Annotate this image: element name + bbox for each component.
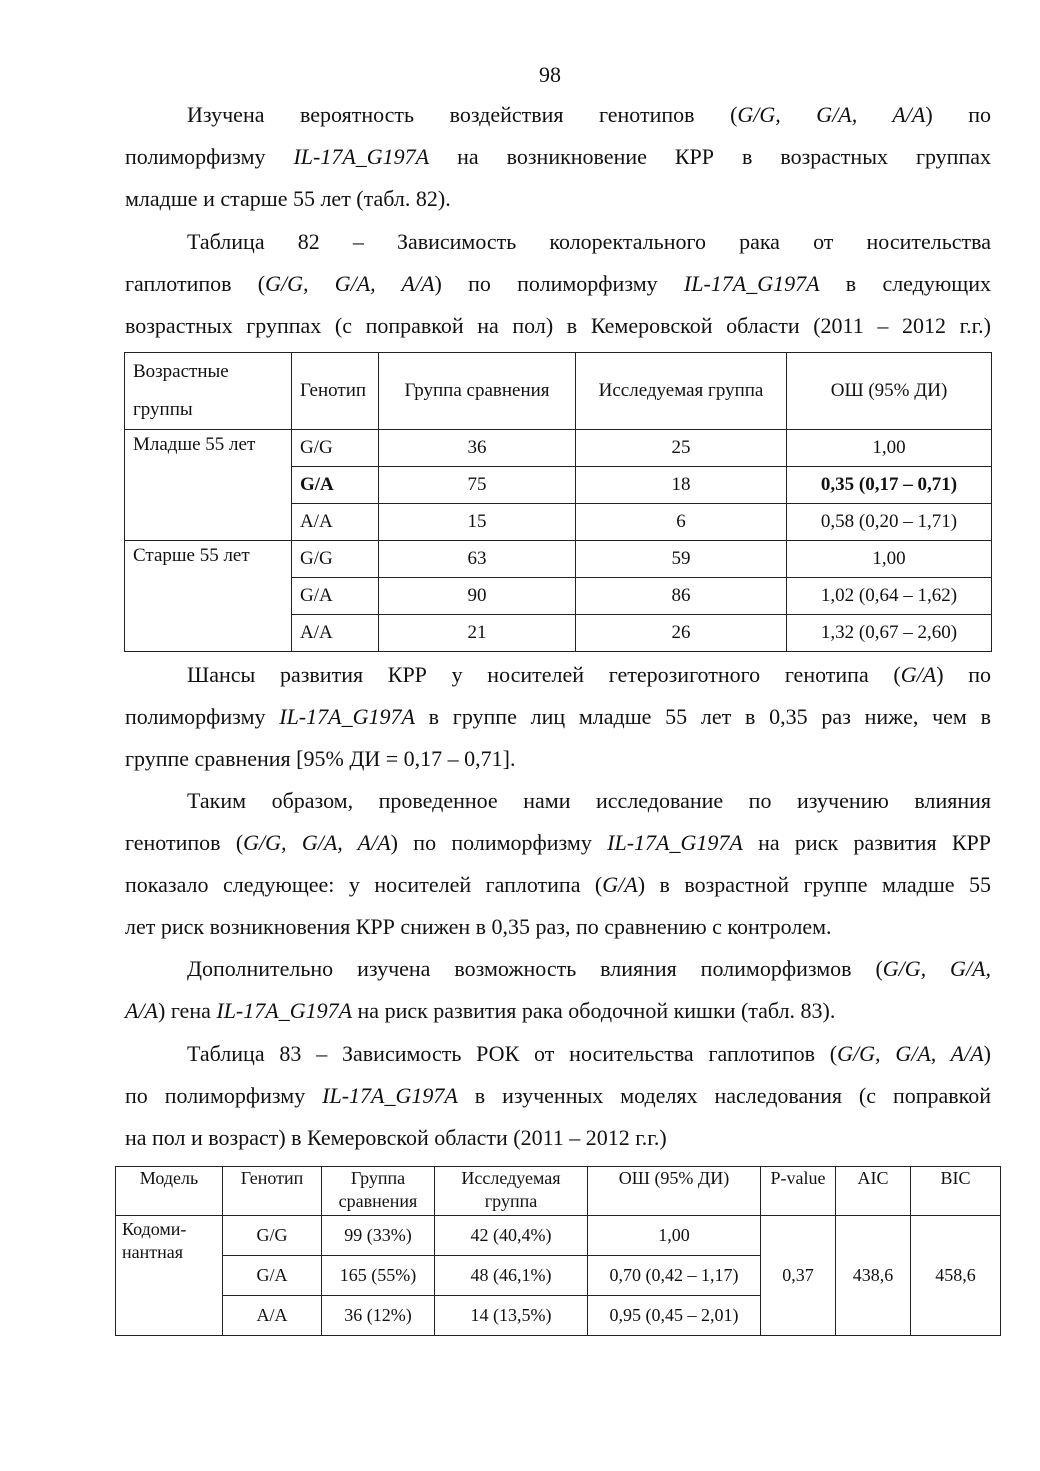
- genotype-cell: A/A: [292, 504, 379, 541]
- caption82-line2: гаплотипов (G/G, G/A, A/A) по полиморфизму IL-17A_G197A в следующих: [125, 271, 992, 296]
- para1-line1: Изучена вероятность воздействия генотипов (G/G, G/A, A/A) по: [187, 102, 991, 127]
- para4-line1: Дополнительно изучена возможность влияния полиморфизмов (G/G, G/A,: [187, 956, 992, 981]
- table-row: [116, 1216, 1001, 1256]
- or-cell: 1,00: [588, 1216, 761, 1256]
- control-cell: 63: [379, 541, 576, 578]
- header-or: ОШ (95% ДИ): [787, 353, 992, 430]
- genotype-cell: G/A: [223, 1256, 322, 1296]
- table-header-row: [125, 353, 992, 430]
- header-p-value: P-value: [761, 1167, 836, 1216]
- control-cell: 36: [379, 430, 576, 467]
- genotype-cell: G/G: [292, 541, 379, 578]
- para1-line2: полиморфизму IL-17A_G197A на возникновение КРР в возрастных группах: [125, 144, 991, 169]
- group-name: Младше 55 лет: [125, 430, 292, 541]
- genotype-cell: G/A: [292, 467, 379, 504]
- or-cell: 0,95 (0,45 – 2,01): [588, 1296, 761, 1336]
- control-cell: 165 (55%): [322, 1256, 435, 1296]
- header-study: Исследуемая группа: [576, 353, 787, 430]
- or-cell: 1,00: [787, 430, 992, 467]
- p-value-cell: 0,37: [761, 1216, 836, 1336]
- control-cell: 15: [379, 504, 576, 541]
- or-cell: 1,32 (0,67 – 2,60): [787, 615, 992, 652]
- para1-line3: младше и старше 55 лет (табл. 82).: [125, 186, 451, 211]
- control-cell: 99 (33%): [322, 1216, 435, 1256]
- para3-line1: Таким образом, проведенное нами исследование по изучению влияния: [187, 788, 991, 813]
- header-control: Группа сравнения: [322, 1167, 435, 1216]
- para2-line1: Шансы развития КРР у носителей гетерозиготного генотипа (G/A) по: [187, 662, 991, 687]
- caption83-line2: по полиморфизму IL-17A_G197A в изученных моделях наследования (с поправкой: [125, 1083, 991, 1108]
- header-age-groups: Возрастные группы: [125, 353, 292, 430]
- group-name: Старше 55 лет: [125, 541, 292, 652]
- para3-line3: показало следующее: у носителей гаплотипа (G/A) в возрастной группе младше 55: [125, 872, 991, 897]
- header-model: Модель: [116, 1167, 223, 1216]
- or-cell: 1,00: [787, 541, 992, 578]
- study-cell: 42 (40,4%): [435, 1216, 588, 1256]
- header-genotype: Генотип: [223, 1167, 322, 1216]
- study-cell: 48 (46,1%): [435, 1256, 588, 1296]
- caption82-line1: Таблица 82 – Зависимость колоректального рака от носительства: [187, 229, 991, 254]
- para2-line2: полиморфизму IL-17A_G197A в группе лиц младше 55 лет в 0,35 раз ниже, чем в: [125, 704, 991, 729]
- study-cell: 25: [576, 430, 787, 467]
- or-cell: 0,58 (0,20 – 1,71): [787, 504, 992, 541]
- genotype-cell: G/A: [292, 578, 379, 615]
- control-cell: 36 (12%): [322, 1296, 435, 1336]
- header-or: ОШ (95% ДИ): [588, 1167, 761, 1216]
- para2-line3: группе сравнения [95% ДИ = 0,17 – 0,71].: [125, 746, 516, 771]
- table-row: [125, 430, 992, 467]
- caption83-line3: на пол и возраст) в Кемеровской области (2011 – 2012 г.г.): [125, 1125, 667, 1150]
- para3-line2: генотипов (G/G, G/A, A/A) по полиморфизму IL-17A_G197A на риск развития КРР: [125, 830, 991, 855]
- genotype-cell: G/G: [292, 430, 379, 467]
- page-number: 98: [539, 62, 561, 87]
- header-genotype: Генотип: [292, 353, 379, 430]
- header-aic: AIC: [836, 1167, 911, 1216]
- header-bic: BIC: [911, 1167, 1001, 1216]
- study-cell: 6: [576, 504, 787, 541]
- caption83-line1: Таблица 83 – Зависимость РОК от носительства гаплотипов (G/G, G/A, A/A): [187, 1041, 991, 1066]
- genotype-cell: A/A: [292, 615, 379, 652]
- aic-cell: 438,6: [836, 1216, 911, 1336]
- table-83: [115, 1166, 1001, 1336]
- control-cell: 21: [379, 615, 576, 652]
- control-cell: 90: [379, 578, 576, 615]
- study-cell: 18: [576, 467, 787, 504]
- study-cell: 26: [576, 615, 787, 652]
- table-82: [124, 352, 992, 652]
- header-study: Исследуемая группа: [435, 1167, 588, 1216]
- table-row: [125, 541, 992, 578]
- control-cell: 75: [379, 467, 576, 504]
- or-cell: 0,70 (0,42 – 1,17): [588, 1256, 761, 1296]
- header-control: Группа сравнения: [379, 353, 576, 430]
- model-name: Кодоми-нантная: [116, 1216, 223, 1336]
- or-cell: 0,35 (0,17 – 0,71): [787, 467, 992, 504]
- study-cell: 59: [576, 541, 787, 578]
- para3-line4: лет риск возникновения КРР снижен в 0,35 раз, по сравнению с контролем.: [125, 914, 832, 939]
- study-cell: 14 (13,5%): [435, 1296, 588, 1336]
- genotype-cell: G/G: [223, 1216, 322, 1256]
- or-cell: 1,02 (0,64 – 1,62): [787, 578, 992, 615]
- para4-line2: A/A) гена IL-17A_G197A на риск развития рака ободочной кишки (табл. 83).: [125, 998, 836, 1023]
- bic-cell: 458,6: [911, 1216, 1001, 1336]
- table-header-row: [116, 1167, 1001, 1216]
- study-cell: 86: [576, 578, 787, 615]
- genotype-cell: A/A: [223, 1296, 322, 1336]
- caption82-line3: возрастных группах (с поправкой на пол) в Кемеровской области (2011 – 2012 г.г.): [125, 313, 991, 338]
